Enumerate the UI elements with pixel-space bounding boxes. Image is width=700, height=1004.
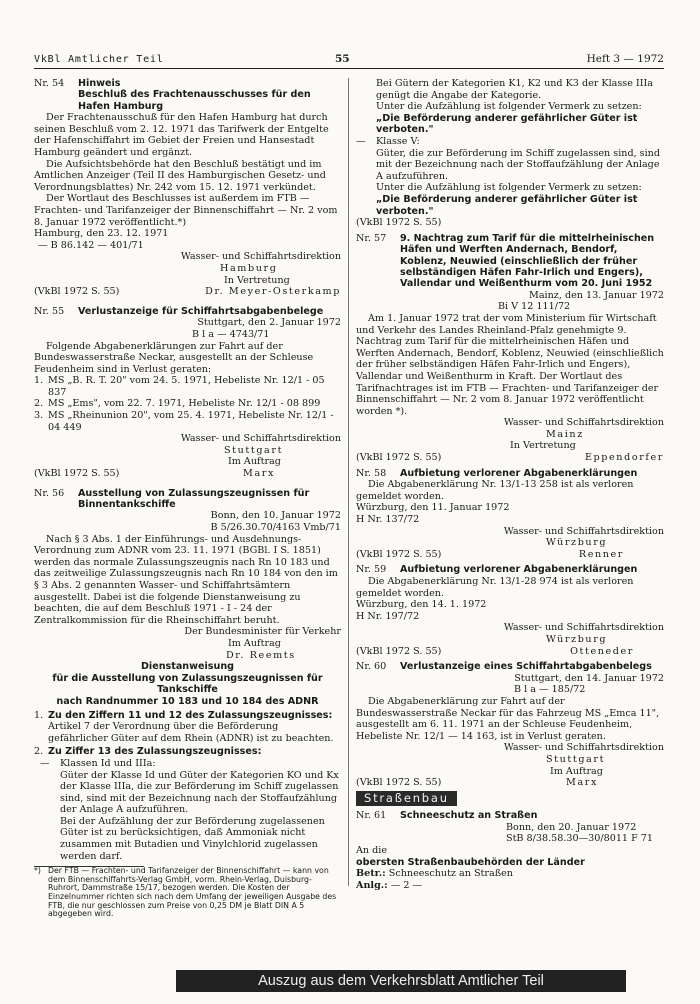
list-item: 1. MS „B. R. T. 20" vom 24. 5. 1971, Hebeliste Nr. 12/1 - 05 837: [34, 375, 325, 398]
page-number: 55: [335, 53, 350, 65]
signature-city: Mainz: [546, 428, 584, 440]
signature-role: Im Auftrag: [550, 765, 603, 777]
signature-authority: Wasser- und Schiffahrtsdirektion: [503, 622, 664, 634]
notice-56: [34, 488, 341, 863]
paragraph: Nach § 3 Abs. 1 der Einführungs- und Ausdehnungs-Verordnung zum ADNR vom 23. 11. 1971 (BGBl. I S. 1851) werden das normale Zulassungszeugnis nach Rn 10 183 und das zeitweilige Zulassungszeugnis nach Rn 10 184 von den im § 3 Abs. 2 genannten Wasser- und Schiffahrtsämtern ausgestellt. Dabei ist die folgende Dienstanweisung zu beachten, die auf dem Beschluß 1971 - I - 24 der Zentralkommission für die Rheinschiffahrt beruht.: [34, 533, 338, 626]
attachment-label: Anlg.:: [356, 879, 388, 891]
notice-number: Nr. 56: [34, 487, 65, 499]
vkbl-reference: (VkBl 1972 S. 55): [356, 777, 442, 789]
reference: — B 86.142 — 401/71: [38, 239, 144, 251]
notice-title: Verlustanzeige eines Schiffahrtabgabenbelegs: [400, 661, 652, 673]
instruction-section: 2. Zu Ziffer 13 des Zulassungszeugnisses:: [34, 746, 341, 758]
section-heading-bar: Straßenbau: [356, 791, 457, 807]
vkbl-reference: (VkBl 1972 S. 55): [34, 468, 120, 480]
notice-title: Aufbietung verlorener Abgabenerklärungen: [400, 564, 638, 576]
instruction-subtitle: für die Ausstellung von Zulassungszeugnissen für Tankschiffe: [52, 672, 323, 696]
journal-title: VkBl Amtlicher Teil: [34, 54, 164, 65]
notice-title: Aufbietung verlorener Abgabenerklärungen: [400, 467, 638, 479]
notice-title: 9. Nachtrag zum Tarif für die mittelrheinischen Häfen und Werften Andernach, Bendorf, Koblenz, Neuwied (einschließlich der früher selbständigen Häfen Fahr-Irlich und Engers), Vallendar und Weißenthurm vom 20. Juni 1952: [400, 232, 655, 290]
paragraph: Bei der Aufzählung der zur Beförderung zugelassenen Güter ist zu berücksichtigen, daß Ammoniak nicht zusammen mit Butadien und Vinylchlorid zugelassen werden darf.: [60, 815, 325, 862]
signature-authority: Wasser- und Schiffahrtsdirektion: [503, 417, 664, 429]
paragraph: Unter die Aufzählung ist folgender Vermerk zu setzen:: [376, 182, 642, 194]
prohibition-note: „Die Beförderung anderer gefährlicher Güter ist verboten.": [376, 193, 638, 217]
reference: B l a — 185/72: [514, 684, 586, 696]
footer-banner: Auszug aus dem Verkehrsblatt Amtlicher Teil: [176, 970, 626, 992]
paragraph: Artikel 7 der Verordnung über die Beförderung gefährlicher Güter auf dem Rhein (ADNR) ist zu beachten.: [48, 721, 334, 744]
notice-number: Nr. 54: [34, 78, 65, 89]
vkbl-reference: (VkBl 1972 S. 55): [356, 548, 442, 560]
prohibition-note: „Die Beförderung anderer gefährlicher Güter ist verboten.": [376, 112, 638, 136]
signature-authority: Wasser- und Schiffahrtsdirektion: [503, 525, 664, 537]
signature-role: Im Auftrag: [228, 456, 281, 468]
place-date: Bonn, den 10. Januar 1972: [210, 510, 341, 522]
vkbl-reference: (VkBl 1972 S. 55): [34, 286, 120, 298]
section-heading: Zu Ziffer 13 des Zulassungszeugnisses:: [48, 746, 262, 758]
notice-61: [356, 810, 664, 891]
place-date: Würzburg, den 11. Januar 1972: [356, 502, 510, 514]
signer: Marx: [243, 468, 275, 480]
instruction-section: 1. Zu den Ziffern 11 und 12 des Zulassungszeugnisses:: [34, 710, 341, 722]
place-date: Bonn, den 20. Januar 1972: [506, 821, 637, 833]
vkbl-reference: (VkBl 1972 S. 55): [356, 645, 442, 657]
right-column: [356, 78, 664, 891]
reference: H Nr. 197/72: [356, 610, 420, 622]
notice-60: [356, 661, 664, 789]
notice-54: [34, 78, 341, 298]
vkbl-reference: (VkBl 1972 S. 55): [356, 452, 442, 464]
signer: Eppendorfer: [584, 452, 664, 464]
signature-authority: Der Bundesminister für Verkehr: [184, 626, 341, 638]
notice-number: Nr. 60: [356, 661, 387, 673]
signer: Dr. Meyer-Osterkamp: [205, 286, 341, 298]
notice-number: Nr. 55: [34, 305, 65, 317]
notice-55: [34, 306, 341, 480]
notice-number: Nr. 57: [356, 232, 387, 244]
signature-city: Stuttgart: [546, 753, 606, 765]
instruction-continued: [356, 78, 664, 136]
issue-label: Heft 3 — 1972: [586, 53, 664, 65]
paragraph: Bei Gütern der Kategorien K1, K2 und K3 der Klasse IIIa genügt die Angabe der Kategorie.: [376, 78, 654, 101]
page-header: [34, 54, 664, 69]
signature-role: In Vertretung: [224, 274, 290, 286]
subject-label: Betr.:: [356, 868, 386, 880]
notice-58: [356, 468, 664, 561]
notice-number: Nr. 61: [356, 810, 387, 822]
addressee: An die: [356, 845, 388, 857]
notice-59: [356, 564, 664, 657]
instruction-subtitle: nach Randnummer 10 183 und 10 184 des ADNR: [56, 695, 319, 707]
signature-authority: Wasser- und Schiffahrtsdirektion: [180, 251, 341, 263]
reference: B 5/26.30.70/4163 Vmb/71: [210, 522, 341, 534]
paragraph: Der Frachtenausschuß für den Hafen Hamburg hat durch seinen Beschluß vom 2. 12. 1971 das Tarifwerk der Entgelte der Hafenschiffahrt im Gebiet der Freien und Hansestadt Hamburg geändert und ergänzt.: [34, 112, 329, 158]
list-item: 2. MS „Ems", vom 22. 7. 1971, Hebeliste Nr. 12/1 - 08 899: [34, 398, 321, 410]
footnote: *) Der FTB — Frachten- und Tarifanzeiger der Binnenschiffahrt — kann von dem Binnenschiffahrts-Verlag GmbH, vorm. Rhein-Verlag, Duisburg-Ruhrort, Dammstraße 15/17, bezogen werden. Die Kosten der Einzelnummer richten sich nach dem Umfang der jeweiligen Ausgabe des FTB, die nur geschlossen zum Preise von 0,25 DM je Blatt DIN A 5 abgegeben wird.: [34, 866, 337, 919]
left-column: [34, 78, 341, 919]
subject-text: Schneeschutz an Straßen: [388, 868, 513, 880]
signature-role: Im Auftrag: [228, 637, 281, 649]
paragraph: Unter die Aufzählung ist folgender Vermerk zu setzen:: [376, 101, 642, 113]
notice-57: [356, 233, 664, 464]
paragraph: Die Abgabenerklärung Nr. 13/1-13 258 ist als verloren gemeldet worden.: [356, 479, 634, 502]
signature-authority: Wasser- und Schiffahrtsdirektion: [503, 742, 664, 754]
paragraph: Güter, die zur Beförderung im Schiff zugelassen sind, sind mit der Bezeichnung nach der Stoffaufzählung der Anlage A aufzuführen.: [376, 147, 660, 182]
paragraph: Die Abgabenerklärung zur Fahrt auf der Bundeswasserstraße Neckar für das Fahrzeug MS „Emca 11", ausgestellt am 6. 11. 1971 an der Schleuse Feudenheim, Hebeliste Nr. 12/1 — 14 163, ist in Verlust geraten.: [356, 695, 660, 742]
reference: H Nr. 137/72: [356, 514, 420, 526]
place-date: Hamburg, den 23. 12. 1971: [34, 228, 169, 240]
instruction-title: Dienstanweisung: [140, 661, 235, 673]
class-entry: — Klasse V:: [356, 135, 420, 147]
notice-title: Ausstellung von Zulassungszeugnissen für Binnentankschiffe: [78, 487, 310, 511]
notice-number: Nr. 58: [356, 467, 387, 479]
vkbl-reference: (VkBl 1972 S. 55): [356, 217, 442, 229]
signer: Renner: [578, 548, 624, 560]
reference: B l a — 4743/71: [192, 328, 270, 340]
attachment-text: — 2 —: [390, 879, 423, 891]
notice-title: Beschluß des Frachtenausschusses für den Hafen Hamburg: [78, 89, 311, 112]
signature-city: Würzburg: [546, 633, 608, 645]
notice-kind: Hinweis: [78, 78, 121, 89]
paragraph: Folgende Abgabenerklärungen zur Fahrt auf der Bundeswasserstraße Neckar, ausgestellt an der Schleuse Feudenheim sind in Verlust geraten:: [34, 340, 314, 375]
lost-items-list: [34, 375, 341, 433]
signature-city: Stuttgart: [224, 444, 284, 456]
signer: Dr. Reemts: [226, 649, 296, 661]
section-heading: Zu den Ziffern 11 und 12 des Zulassungszeugnisses:: [48, 709, 333, 721]
paragraph: Am 1. Januar 1972 trat der vom Ministerium für Wirtschaft und Verkehr des Landes Rheinland-Pfalz genehmigte 9. Nachtrag zum Tarif für die mittelrheinischen Häfen und Werften Andernach, Bendorf, Koblenz, Neuwied (einschließlich der früher selbständigen Häfen Fahr-Irlich und Engers), Vallendar und Weißenthurm in Kraft. Der Wortlaut des Tarifnachtrages ist im FTB — Frachten- und Tarifanzeiger der Binnenschiffahrt — Nr. 2 vom 8. Januar 1972 veröffentlicht worden *).: [356, 312, 664, 417]
place-date: Würzburg, den 14. 1. 1972: [356, 599, 487, 611]
signature-city: Würzburg: [546, 537, 608, 549]
place-date: Mainz, den 13. Januar 1972: [529, 289, 664, 301]
list-item: 3. MS „Rheinunion 20", vom 25. 4. 1971, Hebeliste Nr. 12/1 - 04 449: [34, 410, 334, 433]
signature-role: In Vertretung: [510, 440, 576, 452]
class-entry: — Klassen Id und IIIa:: [40, 757, 156, 769]
signer: Otteneder: [570, 645, 634, 657]
notice-number: Nr. 59: [356, 564, 387, 576]
paragraph: Güter der Klasse Id und Güter der Kategorien KO und Kx der Klasse IIIa, die zur Beförderung im Schiff zugelassen sind, sind mit der Bezeichnung nach der Stoffaufzählung der Anlage A aufzuführen.: [60, 769, 339, 816]
column-divider: [348, 78, 349, 886]
notice-title: Schneeschutz an Straßen: [400, 810, 538, 822]
notice-title: Verlustanzeige für Schiffahrtsabgabenbelege: [78, 305, 324, 317]
addressee: obersten Straßenbaubehörden der Länder: [356, 856, 585, 868]
reference: StB 8/38.58.30—30/8011 F 71: [506, 833, 653, 845]
reference: Bi V 12 111/72: [498, 301, 571, 313]
paragraph: Die Abgabenerklärung Nr. 13/1-28 974 ist als verloren gemeldet worden.: [356, 576, 634, 599]
paragraph: Die Aufsichtsbehörde hat den Beschluß bestätigt und im Amtlichen Anzeiger (Teil II des Hamburgischen Gesetz- und Verordnungsblattes) Nr. 242 vom 15. 12. 1971 verkündet.: [34, 158, 326, 193]
place-date: Stuttgart, den 2. Januar 1972: [197, 317, 341, 329]
signature-city: Hamburg: [220, 262, 278, 274]
paragraph: Der Wortlaut des Beschlusses ist außerdem im FTB — Frachten- und Tarifanzeiger der Binnenschiffahrt — Nr. 2 vom 8. Januar 1972 veröffentlicht.*): [34, 193, 338, 228]
place-date: Stuttgart, den 14. Januar 1972: [514, 672, 664, 684]
signature-authority: Wasser- und Schiffahrtsdirektion: [180, 433, 341, 445]
signer: Marx: [566, 777, 598, 789]
